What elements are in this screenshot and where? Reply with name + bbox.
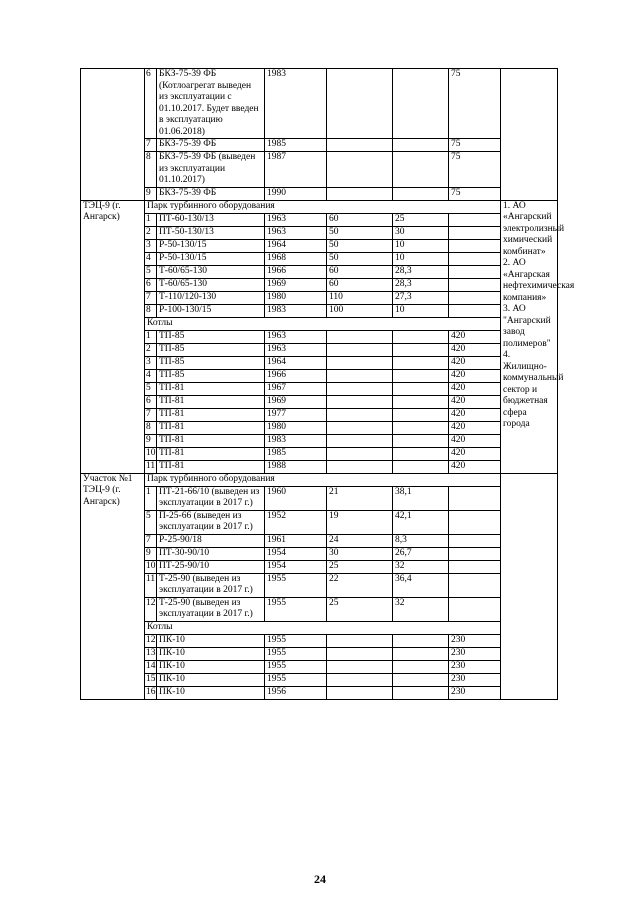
- item-number: 13: [145, 647, 157, 660]
- item-number: 6: [145, 69, 157, 139]
- capacity-heat: [393, 395, 449, 408]
- capacity-electric: [327, 330, 393, 343]
- page-number: 24: [314, 872, 326, 886]
- table-row: [81, 187, 558, 200]
- steam-output: 420: [449, 369, 501, 382]
- item-number: 5: [145, 265, 157, 278]
- table-row: [81, 408, 558, 421]
- section-row: [81, 200, 558, 213]
- item-number: 4: [145, 252, 157, 265]
- equipment-name: ТП-81: [157, 395, 265, 408]
- consumers-list: 1. АО «Ангарский электролизный химический комбинат» 2. АО «Ангарская нефтехимическая компания» 3. АО "Ангарский завод полимеров" 4. Жилищно-коммунальный сектор и бюджетная сфера города: [501, 200, 558, 473]
- steam-output: [449, 239, 501, 252]
- capacity-electric: 60: [327, 278, 393, 291]
- item-number: 7: [145, 291, 157, 304]
- table-row: [81, 673, 558, 686]
- table-row: [81, 239, 558, 252]
- steam-output: 230: [449, 686, 501, 699]
- steam-output: 420: [449, 356, 501, 369]
- capacity-electric: 60: [327, 213, 393, 226]
- item-number: 8: [145, 152, 157, 188]
- commission-year: 1960: [265, 486, 327, 510]
- table-row: [81, 278, 558, 291]
- commission-year: 1987: [265, 152, 327, 188]
- table-row: [81, 213, 558, 226]
- table-row: [81, 534, 558, 547]
- steam-output: [449, 252, 501, 265]
- steam-output: 420: [449, 408, 501, 421]
- capacity-electric: [327, 686, 393, 699]
- capacity-electric: [327, 434, 393, 447]
- item-number: 5: [145, 510, 157, 534]
- capacity-electric: 110: [327, 291, 393, 304]
- steam-output: 230: [449, 660, 501, 673]
- commission-year: 1985: [265, 139, 327, 152]
- capacity-electric: [327, 152, 393, 188]
- item-number: 6: [145, 395, 157, 408]
- commission-year: 1952: [265, 510, 327, 534]
- section-header: Парк турбинного оборудования: [145, 200, 501, 213]
- table-row: [81, 139, 558, 152]
- steam-output: [449, 597, 501, 621]
- item-number: 1: [145, 213, 157, 226]
- equipment-name: БКЗ-75-39 ФБ (Котлоагрегат выведен из эксплуатации с 01.10.2017. Будет введен в эксплуатацию 01.06.2018): [157, 69, 265, 139]
- equipment-name: ПК-10: [157, 647, 265, 660]
- capacity-heat: [393, 408, 449, 421]
- equipment-table: [80, 68, 575, 700]
- capacity-electric: 60: [327, 265, 393, 278]
- commission-year: 1963: [265, 213, 327, 226]
- capacity-electric: [327, 356, 393, 369]
- capacity-heat: [393, 460, 449, 473]
- equipment-name: Т-60/65-130: [157, 265, 265, 278]
- equipment-name: Р-50-130/15: [157, 239, 265, 252]
- capacity-heat: [393, 447, 449, 460]
- item-number: 11: [145, 460, 157, 473]
- consumers-list: [501, 69, 558, 201]
- capacity-heat: 10: [393, 252, 449, 265]
- capacity-heat: [393, 382, 449, 395]
- section-row: [81, 317, 558, 330]
- commission-year: 1964: [265, 239, 327, 252]
- commission-year: 1968: [265, 252, 327, 265]
- item-number: 3: [145, 239, 157, 252]
- table-row: [81, 69, 558, 139]
- item-number: 9: [145, 547, 157, 560]
- item-number: 14: [145, 660, 157, 673]
- equipment-name: ПТ-60-130/13: [157, 213, 265, 226]
- table-row: [81, 486, 558, 510]
- commission-year: 1983: [265, 304, 327, 317]
- item-number: 8: [145, 304, 157, 317]
- capacity-heat: [393, 660, 449, 673]
- steam-output: 420: [449, 434, 501, 447]
- item-number: 1: [145, 486, 157, 510]
- commission-year: 1988: [265, 460, 327, 473]
- table-row: [81, 560, 558, 573]
- commission-year: 1980: [265, 291, 327, 304]
- item-number: 11: [145, 573, 157, 597]
- commission-year: 1955: [265, 597, 327, 621]
- table-row: [81, 597, 558, 621]
- table-row: [81, 547, 558, 560]
- commission-year: 1963: [265, 343, 327, 356]
- item-number: 2: [145, 226, 157, 239]
- capacity-heat: [393, 356, 449, 369]
- capacity-electric: [327, 673, 393, 686]
- commission-year: 1963: [265, 226, 327, 239]
- section-row: [81, 473, 558, 486]
- capacity-heat: [393, 369, 449, 382]
- capacity-heat: 32: [393, 597, 449, 621]
- commission-year: 1961: [265, 534, 327, 547]
- item-number: 7: [145, 534, 157, 547]
- item-number: 10: [145, 560, 157, 573]
- capacity-electric: [327, 421, 393, 434]
- equipment-name: ТП-85: [157, 330, 265, 343]
- table-row: [81, 634, 558, 647]
- capacity-heat: 27,3: [393, 291, 449, 304]
- steam-output: 420: [449, 395, 501, 408]
- equipment-name: ТП-81: [157, 460, 265, 473]
- equipment-name: ПТ-30-90/10: [157, 547, 265, 560]
- equipment-name: ТП-85: [157, 343, 265, 356]
- capacity-electric: [327, 447, 393, 460]
- capacity-heat: 32: [393, 560, 449, 573]
- steam-output: 230: [449, 673, 501, 686]
- capacity-electric: 24: [327, 534, 393, 547]
- steam-output: 420: [449, 330, 501, 343]
- table-row: [81, 369, 558, 382]
- steam-output: 420: [449, 343, 501, 356]
- steam-output: 420: [449, 460, 501, 473]
- steam-output: 230: [449, 634, 501, 647]
- table-row: [81, 510, 558, 534]
- steam-output: 75: [449, 69, 501, 139]
- capacity-electric: 50: [327, 239, 393, 252]
- capacity-electric: 22: [327, 573, 393, 597]
- steam-output: 420: [449, 447, 501, 460]
- equipment-name: Р-100-130/15: [157, 304, 265, 317]
- steam-output: [449, 547, 501, 560]
- equipment-name: БКЗ-75-39 ФБ: [157, 139, 265, 152]
- equipment-name: ПК-10: [157, 634, 265, 647]
- equipment-name: Т-60/65-130: [157, 278, 265, 291]
- equipment-name: ПТ-25-90/10: [157, 560, 265, 573]
- item-number: 12: [145, 634, 157, 647]
- commission-year: 1977: [265, 408, 327, 421]
- capacity-heat: [393, 152, 449, 188]
- capacity-heat: [393, 421, 449, 434]
- item-number: 15: [145, 673, 157, 686]
- table-row: [81, 647, 558, 660]
- table-row: [81, 252, 558, 265]
- steam-output: 420: [449, 421, 501, 434]
- table-row: [81, 395, 558, 408]
- capacity-heat: 10: [393, 239, 449, 252]
- item-number: 7: [145, 139, 157, 152]
- equipment-name: ПК-10: [157, 673, 265, 686]
- capacity-heat: [393, 673, 449, 686]
- capacity-electric: [327, 382, 393, 395]
- item-number: 2: [145, 343, 157, 356]
- commission-year: 1955: [265, 647, 327, 660]
- equipment-name: ТП-85: [157, 369, 265, 382]
- commission-year: 1966: [265, 265, 327, 278]
- commission-year: 1955: [265, 573, 327, 597]
- item-number: 4: [145, 369, 157, 382]
- capacity-electric: 30: [327, 547, 393, 560]
- capacity-electric: 19: [327, 510, 393, 534]
- capacity-electric: [327, 395, 393, 408]
- section-header: Котлы: [145, 621, 501, 634]
- equipment-name: Т-25-90 (выведен из эксплуатации в 2017 г.): [157, 573, 265, 597]
- steam-output: [449, 573, 501, 597]
- steam-output: 75: [449, 152, 501, 188]
- station-name: [81, 69, 145, 201]
- equipment-name: ТП-81: [157, 447, 265, 460]
- table-row: [81, 304, 558, 317]
- capacity-electric: 25: [327, 597, 393, 621]
- capacity-heat: [393, 686, 449, 699]
- capacity-heat: 25: [393, 213, 449, 226]
- capacity-heat: [393, 343, 449, 356]
- item-number: 12: [145, 597, 157, 621]
- capacity-electric: 25: [327, 560, 393, 573]
- equipment-name: ТП-81: [157, 421, 265, 434]
- capacity-electric: [327, 660, 393, 673]
- table-row: [81, 660, 558, 673]
- equipment-name: ТП-85: [157, 356, 265, 369]
- capacity-electric: [327, 139, 393, 152]
- equipment-name: ТП-81: [157, 382, 265, 395]
- capacity-heat: 42,1: [393, 510, 449, 534]
- table-row: [81, 152, 558, 188]
- capacity-electric: [327, 460, 393, 473]
- section-header: Парк турбинного оборудования: [145, 473, 501, 486]
- table-row: [81, 421, 558, 434]
- steam-output: [449, 278, 501, 291]
- steam-output: 230: [449, 647, 501, 660]
- capacity-electric: 50: [327, 252, 393, 265]
- table-row: [81, 460, 558, 473]
- equipment-name: ТП-81: [157, 408, 265, 421]
- commission-year: 1980: [265, 421, 327, 434]
- equipment-name: Т-110/120-130: [157, 291, 265, 304]
- commission-year: 1964: [265, 356, 327, 369]
- steam-output: [449, 291, 501, 304]
- equipment-name: ПК-10: [157, 686, 265, 699]
- commission-year: 1966: [265, 369, 327, 382]
- steam-output: [449, 226, 501, 239]
- commission-year: 1963: [265, 330, 327, 343]
- capacity-electric: [327, 69, 393, 139]
- steam-output: 420: [449, 382, 501, 395]
- item-number: 5: [145, 382, 157, 395]
- steam-output: [449, 510, 501, 534]
- equipment-name: ПК-10: [157, 660, 265, 673]
- equipment-name: Т-25-90 (выведен из эксплуатации в 2017 г.): [157, 597, 265, 621]
- consumers-list: [501, 473, 558, 699]
- equipment-name: ПТ-21-66/10 (выведен из эксплуатации в 2017 г.): [157, 486, 265, 510]
- table-row: [81, 226, 558, 239]
- capacity-heat: 30: [393, 226, 449, 239]
- capacity-heat: [393, 634, 449, 647]
- capacity-electric: [327, 369, 393, 382]
- item-number: 16: [145, 686, 157, 699]
- steam-output: [449, 304, 501, 317]
- station-name: ТЭЦ-9 (г. Ангарск): [81, 200, 145, 473]
- capacity-heat: 28,3: [393, 265, 449, 278]
- commission-year: 1955: [265, 673, 327, 686]
- table-row: [81, 686, 558, 699]
- capacity-electric: 21: [327, 486, 393, 510]
- station-name: Участок №1 ТЭЦ-9 (г. Ангарск): [81, 473, 145, 699]
- item-number: 1: [145, 330, 157, 343]
- item-number: 9: [145, 434, 157, 447]
- item-number: 9: [145, 187, 157, 200]
- commission-year: 1990: [265, 187, 327, 200]
- capacity-electric: [327, 634, 393, 647]
- commission-year: 1983: [265, 69, 327, 139]
- item-number: 6: [145, 278, 157, 291]
- equipment-name: ПТ-50-130/13: [157, 226, 265, 239]
- capacity-heat: [393, 434, 449, 447]
- capacity-electric: [327, 408, 393, 421]
- capacity-heat: 36,4: [393, 573, 449, 597]
- item-number: 10: [145, 447, 157, 460]
- section-row: [81, 621, 558, 634]
- equipment-name: ТП-81: [157, 434, 265, 447]
- capacity-electric: [327, 343, 393, 356]
- capacity-electric: 100: [327, 304, 393, 317]
- commission-year: 1969: [265, 278, 327, 291]
- table-row: [81, 434, 558, 447]
- item-number: 3: [145, 356, 157, 369]
- steam-output: 75: [449, 139, 501, 152]
- equipment-name: БКЗ-75-39 ФБ (выведен из эксплуатации 01.10.2017): [157, 152, 265, 188]
- commission-year: 1955: [265, 634, 327, 647]
- table-row: [81, 447, 558, 460]
- steam-output: 75: [449, 187, 501, 200]
- table-row: [81, 330, 558, 343]
- steam-output: [449, 265, 501, 278]
- capacity-heat: [393, 647, 449, 660]
- steam-output: [449, 534, 501, 547]
- equipment-name: Р-25-90/18: [157, 534, 265, 547]
- commission-year: 1985: [265, 447, 327, 460]
- table-row: [81, 573, 558, 597]
- item-number: 7: [145, 408, 157, 421]
- capacity-electric: [327, 647, 393, 660]
- capacity-heat: 8,3: [393, 534, 449, 547]
- equipment-name: БКЗ-75-39 ФБ: [157, 187, 265, 200]
- table-row: [81, 356, 558, 369]
- capacity-heat: 28,3: [393, 278, 449, 291]
- commission-year: 1967: [265, 382, 327, 395]
- commission-year: 1954: [265, 547, 327, 560]
- capacity-electric: 50: [327, 226, 393, 239]
- commission-year: 1969: [265, 395, 327, 408]
- steam-output: [449, 486, 501, 510]
- commission-year: 1983: [265, 434, 327, 447]
- commission-year: 1955: [265, 660, 327, 673]
- commission-year: 1956: [265, 686, 327, 699]
- section-header: Котлы: [145, 317, 501, 330]
- capacity-heat: 10: [393, 304, 449, 317]
- table-row: [81, 382, 558, 395]
- item-number: 8: [145, 421, 157, 434]
- equipment-name: П-25-66 (выведен из эксплуатации в 2017 г.): [157, 510, 265, 534]
- capacity-heat: 38,1: [393, 486, 449, 510]
- capacity-heat: [393, 69, 449, 139]
- steam-output: [449, 560, 501, 573]
- commission-year: 1954: [265, 560, 327, 573]
- equipment-name: Р-50-130/15: [157, 252, 265, 265]
- capacity-heat: [393, 139, 449, 152]
- capacity-heat: 26,7: [393, 547, 449, 560]
- table-row: [81, 343, 558, 356]
- capacity-heat: [393, 187, 449, 200]
- table-row: [81, 291, 558, 304]
- capacity-heat: [393, 330, 449, 343]
- table-row: [81, 265, 558, 278]
- steam-output: [449, 213, 501, 226]
- capacity-electric: [327, 187, 393, 200]
